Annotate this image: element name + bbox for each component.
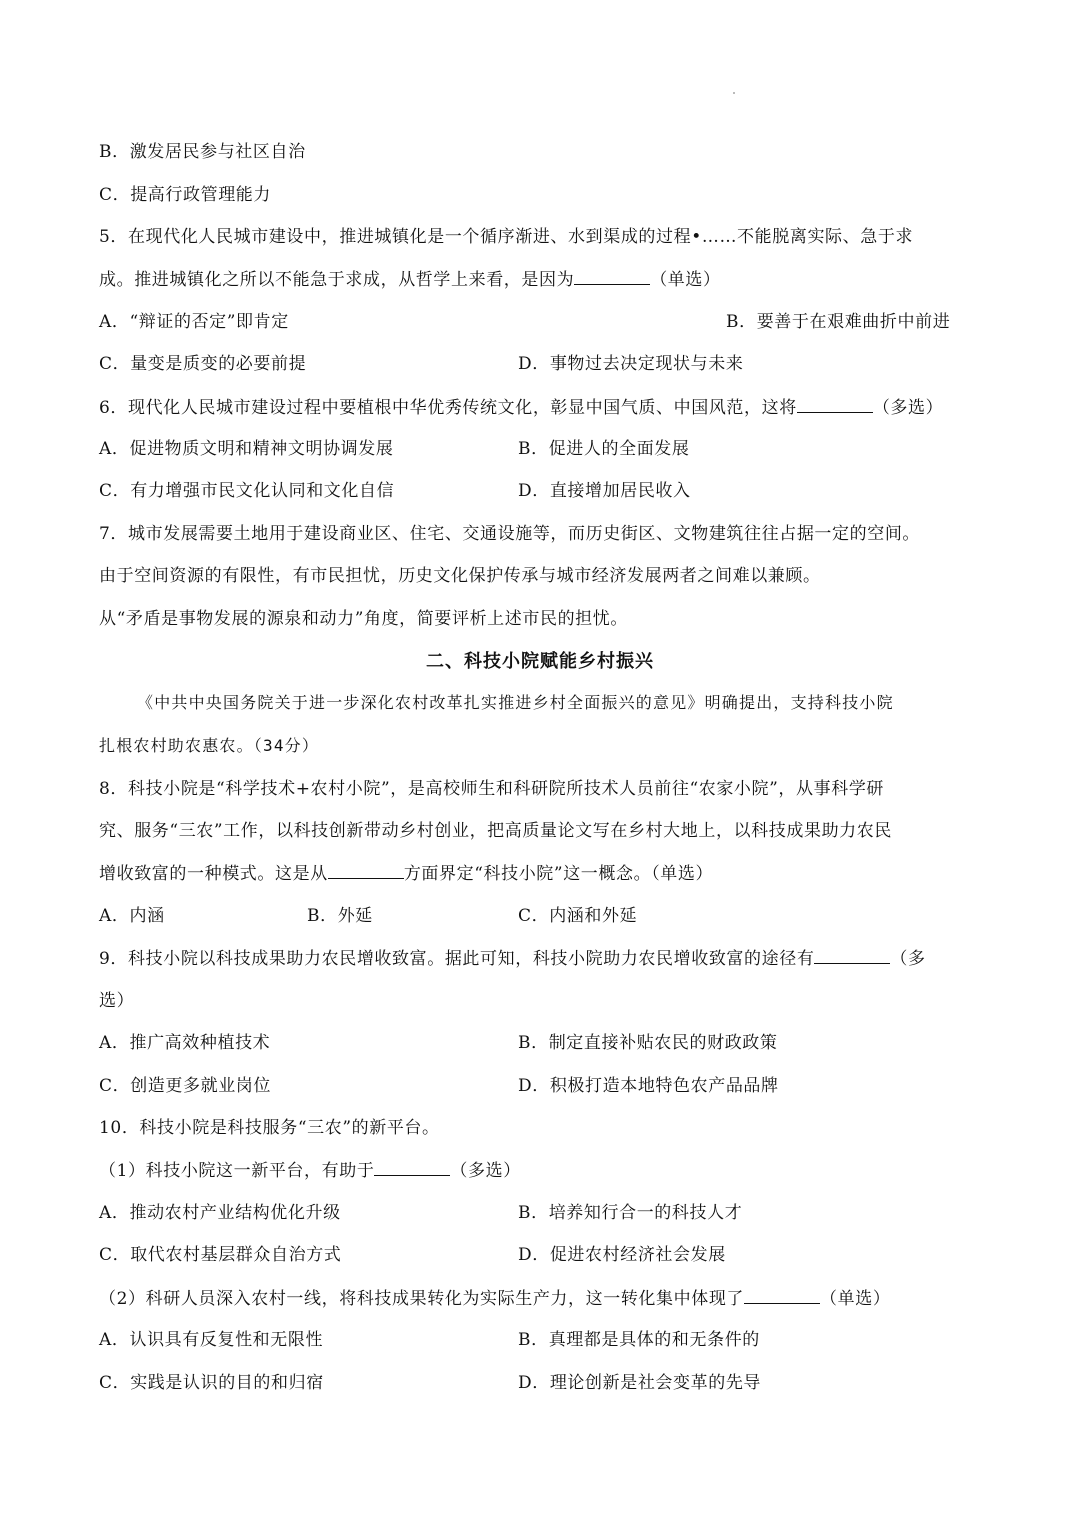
q10-sub2-option-d: D．理论创新是社会变革的先导 (518, 1373, 762, 1393)
q5-stem-line2 (99, 268, 721, 291)
answer-blank (374, 1159, 450, 1176)
q8-option-b: B．外延 (307, 906, 373, 926)
q6-option-d: D．直接增加居民收入 (518, 481, 691, 501)
q7-stem-line2: 由于空间资源的有限性，有市民担忧，历史文化保护传承与城市经济发展两者之间难以兼顾。 (99, 566, 821, 586)
q5-option-a: A．“辩证的否定”即肯定 (99, 312, 289, 332)
q5-stem-line1: 5．在现代化人民城市建设中，推进城镇化是一个循序渐进、水到渠成的过程•……不能脱离实际、急于求 (99, 227, 914, 247)
q10-sub2-text: （2）科研人员深入农村一线，将科技成果转化为实际生产力，这一转化集中体现了 (99, 1289, 745, 1309)
scan-dot (733, 92, 735, 94)
q10-stem: 10．科技小院是科技服务“三农”的新平台。 (99, 1118, 440, 1138)
q4-option-b: B．激发居民参与社区自治 (99, 142, 306, 162)
q9-option-c: C．创造更多就业岗位 (99, 1076, 272, 1096)
q7-stem-line1: 7．城市发展需要土地用于建设商业区、住宅、交通设施等，而历史街区、文物建筑往往占据一定的空间。 (99, 524, 921, 544)
q4-option-c: C．提高行政管理能力 (99, 185, 272, 205)
q10-sub1-option-d: D．促进农村经济社会发展 (518, 1245, 726, 1265)
q10-sub2-type: （单选） (820, 1289, 891, 1309)
q8-stem-line1: 8．科技小院是“科学技术+农村小院”，是高校师生和科研院所技术人员前往“农家小院”，从事科学研 (99, 779, 885, 799)
q8-stem-line2: 究、服务“三农”工作，以科技创新带动乡村创业，把高质量论文写在乡村大地上，以科技成果助力农民 (99, 821, 892, 841)
q10-sub2-stem (99, 1287, 890, 1310)
q8-stem-text-end: 方面界定“科技小院”这一概念。（单选） (403, 864, 714, 884)
q6-option-c: C．有力增强市民文化认同和文化自信 (99, 481, 395, 501)
section-intro-line1: 《中共中央国务院关于进一步深化农村改革扎实推进乡村全面振兴的意见》明确提出，支持科技小院 (137, 693, 894, 712)
q6-option-a: A．促进物质文明和精神文明协调发展 (99, 439, 394, 459)
q8-stem-line3 (99, 862, 713, 885)
q10-sub2-option-a: A．认识具有反复性和无限性 (99, 1330, 324, 1350)
q5-stem-text: 成。推进城镇化之所以不能急于求成，从哲学上来看，是因为 (99, 270, 575, 290)
q8-option-a: A．内涵 (99, 906, 165, 926)
answer-blank (814, 947, 890, 964)
q10-sub2-option-c: C．实践是认识的目的和归宿 (99, 1373, 324, 1393)
q6-stem-text: 6．现代化人民城市建设过程中要植根中华优秀传统文化，彰显中国气质、中国风范，这将 (99, 398, 797, 418)
answer-blank (574, 268, 650, 285)
q9-option-a: A．推广高效种植技术 (99, 1033, 271, 1053)
q6-stem (99, 396, 943, 419)
q6-option-b: B．促进人的全面发展 (518, 439, 690, 459)
q5-option-c: C．量变是质变的必要前提 (99, 354, 307, 374)
answer-blank (744, 1287, 820, 1304)
q6-type: （多选） (872, 398, 944, 418)
q9-stem-text: 9．科技小院以科技成果助力农民增收致富。据此可知，科技小院助力农民增收致富的途径有 (99, 949, 815, 969)
q8-stem-text: 增收致富的一种模式。这是从 (99, 864, 328, 884)
q10-sub1-text: （1）科技小院这一新平台，有助于 (99, 1161, 375, 1181)
q5-option-b: B．要善于在艰难曲折中前进 (726, 312, 951, 332)
q10-sub1-option-b: B．培养知行合一的科技人才 (518, 1203, 743, 1223)
q10-sub1-option-a: A．推动农村产业结构优化升级 (99, 1203, 341, 1223)
q10-sub1-stem (99, 1159, 521, 1182)
q9-stem-line2: 选） (99, 991, 135, 1011)
q9-option-b: B．制定直接补贴农民的财政政策 (518, 1033, 778, 1053)
q9-option-d: D．积极打造本地特色农产品品牌 (518, 1076, 779, 1096)
q5-option-d: D．事物过去决定现状与未来 (518, 354, 744, 374)
q8-option-c: C．内涵和外延 (518, 906, 638, 926)
q5-type: （单选） (650, 270, 721, 290)
q10-sub1-option-c: C．取代农村基层群众自治方式 (99, 1245, 342, 1265)
q9-type: （多 (890, 949, 926, 969)
q7-stem-line3: 从“矛盾是事物发展的源泉和动力”角度，简要评析上述市民的担忧。 (99, 609, 628, 629)
section-heading: 二、科技小院赋能乡村振兴 (426, 651, 654, 672)
answer-blank (797, 396, 873, 413)
q10-sub2-option-b: B．真理都是具体的和无条件的 (518, 1330, 760, 1350)
answer-blank (328, 862, 404, 879)
q9-stem-line1 (99, 947, 926, 970)
q10-sub1-type: （多选） (450, 1161, 521, 1181)
section-intro-line2: 扎根农村助农惠农。（34分） (99, 736, 320, 755)
